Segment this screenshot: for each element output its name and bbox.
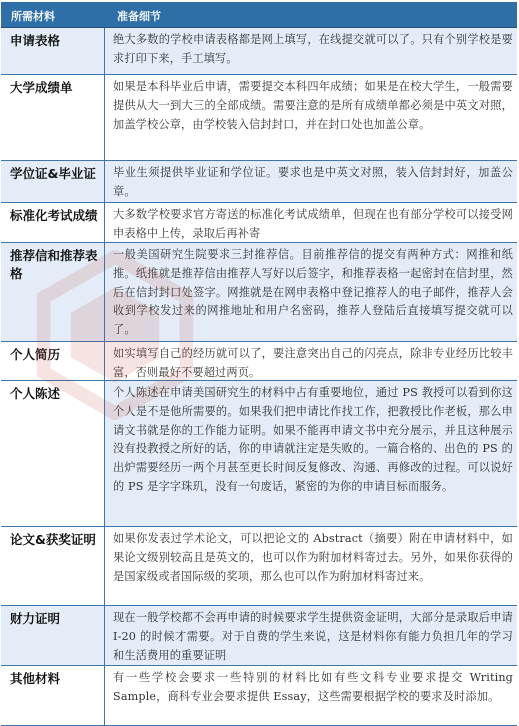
table-row [1, 243, 517, 342]
material-name: 个人简历 [1, 342, 105, 380]
material-detail: 现在一般学校都不会再申请的时候要求学生提供资金证明，大部分是录取后申请 I-20 的时候才需要。对于自费的学生来说，这是材料你有能力负担几年的学习和生活费用的重要证明 [113, 611, 513, 662]
material-name: 论文&获奖证明 [1, 527, 105, 605]
material-detail: 如实填写自己的经历就可以了，要注意突出自己的闪亮点，除非专业经历比较丰富，否则最好不要超过两页。 [113, 347, 513, 379]
materials-table [1, 2, 517, 726]
material-detail: 如果你发表过学术论文，可以把论文的 Abstract（摘要）附在申请材料中，如果论文级别较高且是英文的，也可以作为附加材料寄过去。另外，如果你获得的是国家级或者国际级的奖项，那么也可以作为附加材料寄过来。 [113, 532, 513, 583]
header-materials: 所需材料 [11, 10, 55, 23]
table-row [1, 381, 517, 527]
material-detail: 毕业生须提供毕业证和学位证。要求也是中英文对照，装入信封封好，加盖公章。 [113, 166, 513, 198]
header-details: 准备细节 [117, 10, 161, 23]
material-name: 标准化考试成绩 [1, 203, 105, 242]
table-row [1, 606, 517, 666]
material-name: 个人陈述 [1, 381, 105, 526]
material-name: 财力证明 [1, 606, 105, 665]
material-name: 推荐信和推荐表格 [1, 243, 105, 341]
material-name: 其他材料 [1, 666, 105, 725]
material-name: 学位证&毕业证 [1, 161, 105, 202]
material-detail: 大多数学校要求官方寄送的标准化考试成绩单，但现在也有部分学校可以接受网申表格中上传，录取后再补寄 [113, 208, 513, 240]
table-row [1, 342, 517, 381]
table-row [1, 203, 517, 243]
material-detail: 一般美国研究生院要求三封推荐信。目前推荐信的提交有两种方式：网推和纸推。纸推就是推荐信由推荐人写好以后签字，和推荐表格一起密封在信封里，然后在信封封口处签字。网推就是在网申表格中登记推荐人的电子邮件，推荐人会收到学校发过来的网推地址和用户名密码，推荐人登陆后直接填写提交就可以了。 [113, 248, 513, 337]
material-detail: 绝大多数的学校申请表格都是网上填写，在线提交就可以了。只有个别学校是要求打印下来，手工填写。 [113, 33, 513, 65]
table-row [1, 161, 517, 203]
material-detail: 个人陈述在申请美国研究生的材料中占有重要地位，通过 PS 教授可以看到你这个人是不是他所需要的。如果我们把申请比作找工作，把教授比作老板，那么申请文书就是你的工作能力证明。如果不能再申请文书中充分展示，并且这种展示没有投教授之所好的话，你的申请就注定是失败的。一篇合格的、出色的 PS 的出炉需要经历一两个月甚至更长时间反复修改、沟通、再修改的过程。可以说好的 PS 是字字珠玑，没有一句废话，紧密的为你的申请目标而服务。 [113, 386, 513, 493]
table-row [1, 666, 517, 726]
material-detail: 如果是本科毕业后申请，需要提交本科四年成绩；如果是在校大学生，一般需要提供从大一到大三的全部成绩。需要注意的是所有成绩单都必须是中英文对照，加盖学校公章，由学校装入信封封口，并在封口处也加盖公章。 [113, 80, 513, 131]
table-row [1, 75, 517, 161]
table-row [1, 527, 517, 606]
material-detail: 有一些学校会要求一些特别的材料比如有些文科专业要求提交 Writing Sample，商科专业会要求提供 Essay，这些需要根据学校的要求及时添加。 [113, 671, 513, 703]
table-header [1, 2, 517, 28]
material-name: 大学成绩单 [1, 75, 105, 160]
table-row [1, 28, 517, 75]
material-name: 申请表格 [1, 28, 105, 74]
